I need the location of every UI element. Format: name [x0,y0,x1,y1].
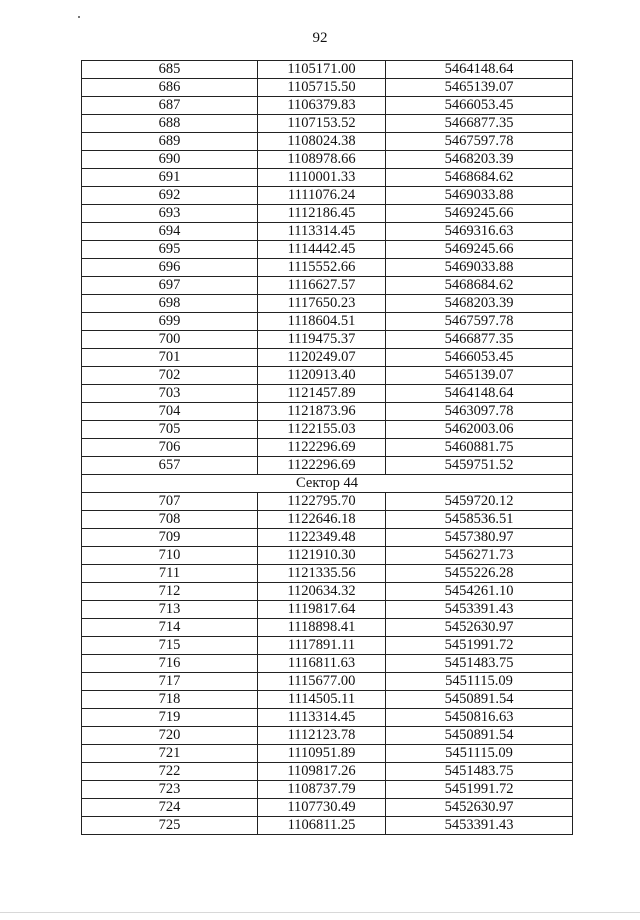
x-coordinate-cell: 1112186.45 [258,205,386,223]
x-coordinate-cell: 1118604.51 [258,313,386,331]
point-number-cell: 724 [82,799,258,817]
point-number-cell: 694 [82,223,258,241]
rows-after-sector [82,493,573,835]
y-coordinate-cell: 5468684.62 [386,277,573,295]
point-number-cell: 690 [82,151,258,169]
x-coordinate-cell: 1121335.56 [258,565,386,583]
point-number-cell: 709 [82,529,258,547]
table-row [82,529,573,547]
point-number-cell: 688 [82,115,258,133]
y-coordinate-cell: 5459720.12 [386,493,573,511]
sector-row [82,475,573,493]
table-row [82,673,573,691]
x-coordinate-cell: 1121910.30 [258,547,386,565]
y-coordinate-cell: 5453391.43 [386,817,573,835]
x-coordinate-cell: 1118898.41 [258,619,386,637]
point-number-cell: 692 [82,187,258,205]
x-coordinate-cell: 1114505.11 [258,691,386,709]
y-coordinate-cell: 5469245.66 [386,205,573,223]
x-coordinate-cell: 1108737.79 [258,781,386,799]
y-coordinate-cell: 5456271.73 [386,547,573,565]
point-number-cell: 700 [82,331,258,349]
y-coordinate-cell: 5469033.88 [386,259,573,277]
x-coordinate-cell: 1112123.78 [258,727,386,745]
point-number-cell: 705 [82,421,258,439]
y-coordinate-cell: 5468203.39 [386,295,573,313]
point-number-cell: 712 [82,583,258,601]
table-row [82,817,573,835]
point-number-cell: 703 [82,385,258,403]
table-row [82,277,573,295]
y-coordinate-cell: 5451483.75 [386,655,573,673]
table-row [82,745,573,763]
y-coordinate-cell: 5459751.52 [386,457,573,475]
y-coordinate-cell: 5458536.51 [386,511,573,529]
table-row [82,133,573,151]
page-number: 92 [312,30,328,46]
table-row [82,637,573,655]
x-coordinate-cell: 1107730.49 [258,799,386,817]
x-coordinate-cell: 1122155.03 [258,421,386,439]
table-row [82,565,573,583]
point-number-cell: 725 [82,817,258,835]
x-coordinate-cell: 1115552.66 [258,259,386,277]
point-number-cell: 714 [82,619,258,637]
x-coordinate-cell: 1122349.48 [258,529,386,547]
x-coordinate-cell: 1108978.66 [258,151,386,169]
table-row [82,313,573,331]
y-coordinate-cell: 5463097.78 [386,403,573,421]
x-coordinate-cell: 1121873.96 [258,403,386,421]
x-coordinate-cell: 1106379.83 [258,97,386,115]
y-coordinate-cell: 5455226.28 [386,565,573,583]
y-coordinate-cell: 5450891.54 [386,691,573,709]
point-number-cell: 689 [82,133,258,151]
table-row [82,709,573,727]
y-coordinate-cell: 5452630.97 [386,799,573,817]
table-row [82,799,573,817]
point-number-cell: 693 [82,205,258,223]
y-coordinate-cell: 5466053.45 [386,97,573,115]
y-coordinate-cell: 5466877.35 [386,331,573,349]
x-coordinate-cell: 1120634.32 [258,583,386,601]
point-number-cell: 711 [82,565,258,583]
x-coordinate-cell: 1105715.50 [258,79,386,97]
table-row [82,79,573,97]
x-coordinate-cell: 1113314.45 [258,709,386,727]
x-coordinate-cell: 1117891.11 [258,637,386,655]
table-row [82,655,573,673]
y-coordinate-cell: 5464148.64 [386,385,573,403]
table-row [82,259,573,277]
point-number-cell: 686 [82,79,258,97]
point-number-cell: 706 [82,439,258,457]
y-coordinate-cell: 5453391.43 [386,601,573,619]
table-row [82,97,573,115]
table-row [82,511,573,529]
y-coordinate-cell: 5469316.63 [386,223,573,241]
point-number-cell: 696 [82,259,258,277]
y-coordinate-cell: 5465139.07 [386,79,573,97]
point-number-cell: 721 [82,745,258,763]
x-coordinate-cell: 1121457.89 [258,385,386,403]
table-row [82,331,573,349]
x-coordinate-cell: 1105171.00 [258,61,386,79]
table-row [82,223,573,241]
scan-edge-line [0,912,640,913]
point-number-cell: 698 [82,295,258,313]
y-coordinate-cell: 5468684.62 [386,169,573,187]
table-row [82,205,573,223]
y-coordinate-cell: 5462003.06 [386,421,573,439]
point-number-cell: 702 [82,367,258,385]
x-coordinate-cell: 1122296.69 [258,439,386,457]
point-number-cell: 695 [82,241,258,259]
sector-label: Сектор 44 [82,475,573,493]
table-row [82,439,573,457]
point-number-cell: 722 [82,763,258,781]
x-coordinate-cell: 1119817.64 [258,601,386,619]
point-number-cell: 691 [82,169,258,187]
point-number-cell: 720 [82,727,258,745]
y-coordinate-cell: 5454261.10 [386,583,573,601]
point-number-cell: 710 [82,547,258,565]
y-coordinate-cell: 5452630.97 [386,619,573,637]
table-row [82,403,573,421]
y-coordinate-cell: 5451115.09 [386,673,573,691]
point-number-cell: 723 [82,781,258,799]
table-row [82,295,573,313]
x-coordinate-cell: 1122296.69 [258,457,386,475]
y-coordinate-cell: 5451115.09 [386,745,573,763]
x-coordinate-cell: 1122646.18 [258,511,386,529]
y-coordinate-cell: 5466877.35 [386,115,573,133]
x-coordinate-cell: 1117650.23 [258,295,386,313]
table-row [82,601,573,619]
y-coordinate-cell: 5469245.66 [386,241,573,259]
point-number-cell: 707 [82,493,258,511]
x-coordinate-cell: 1109817.26 [258,763,386,781]
coordinates-table [81,60,573,835]
table-row [82,547,573,565]
x-coordinate-cell: 1110951.89 [258,745,386,763]
table-row [82,421,573,439]
x-coordinate-cell: 1114442.45 [258,241,386,259]
point-number-cell: 719 [82,709,258,727]
sector-header-group [82,475,573,493]
y-coordinate-cell: 5460881.75 [386,439,573,457]
y-coordinate-cell: 5468203.39 [386,151,573,169]
x-coordinate-cell: 1116811.63 [258,655,386,673]
x-coordinate-cell: 1119475.37 [258,331,386,349]
x-coordinate-cell: 1116627.57 [258,277,386,295]
point-number-cell: 697 [82,277,258,295]
point-number-cell: 657 [82,457,258,475]
rows-before-sector [82,61,573,475]
x-coordinate-cell: 1120913.40 [258,367,386,385]
x-coordinate-cell: 1122795.70 [258,493,386,511]
y-coordinate-cell: 5451483.75 [386,763,573,781]
point-number-cell: 715 [82,637,258,655]
table-row [82,457,573,475]
x-coordinate-cell: 1111076.24 [258,187,386,205]
table-row [82,61,573,79]
y-coordinate-cell: 5465139.07 [386,367,573,385]
y-coordinate-cell: 5451991.72 [386,637,573,655]
y-coordinate-cell: 5467597.78 [386,133,573,151]
table-row [82,727,573,745]
table-row [82,691,573,709]
table-row [82,781,573,799]
point-number-cell: 685 [82,61,258,79]
x-coordinate-cell: 1110001.33 [258,169,386,187]
x-coordinate-cell: 1120249.07 [258,349,386,367]
table-row [82,241,573,259]
point-number-cell: 717 [82,673,258,691]
point-number-cell: 704 [82,403,258,421]
table-row [82,115,573,133]
table-row [82,763,573,781]
table-row [82,349,573,367]
table-row [82,151,573,169]
point-number-cell: 716 [82,655,258,673]
y-coordinate-cell: 5466053.45 [386,349,573,367]
point-number-cell: 699 [82,313,258,331]
point-number-cell: 687 [82,97,258,115]
y-coordinate-cell: 5450816.63 [386,709,573,727]
y-coordinate-cell: 5469033.88 [386,187,573,205]
y-coordinate-cell: 5464148.64 [386,61,573,79]
table-row [82,169,573,187]
x-coordinate-cell: 1106811.25 [258,817,386,835]
table-row [82,619,573,637]
y-coordinate-cell: 5450891.54 [386,727,573,745]
x-coordinate-cell: 1113314.45 [258,223,386,241]
x-coordinate-cell: 1107153.52 [258,115,386,133]
y-coordinate-cell: 5451991.72 [386,781,573,799]
y-coordinate-cell: 5467597.78 [386,313,573,331]
point-number-cell: 713 [82,601,258,619]
table-row [82,187,573,205]
table-row [82,493,573,511]
table-row [82,367,573,385]
table-row [82,385,573,403]
y-coordinate-cell: 5457380.97 [386,529,573,547]
point-number-cell: 708 [82,511,258,529]
table-row [82,583,573,601]
x-coordinate-cell: 1115677.00 [258,673,386,691]
point-number-cell: 701 [82,349,258,367]
x-coordinate-cell: 1108024.38 [258,133,386,151]
scan-speck [78,16,80,18]
point-number-cell: 718 [82,691,258,709]
